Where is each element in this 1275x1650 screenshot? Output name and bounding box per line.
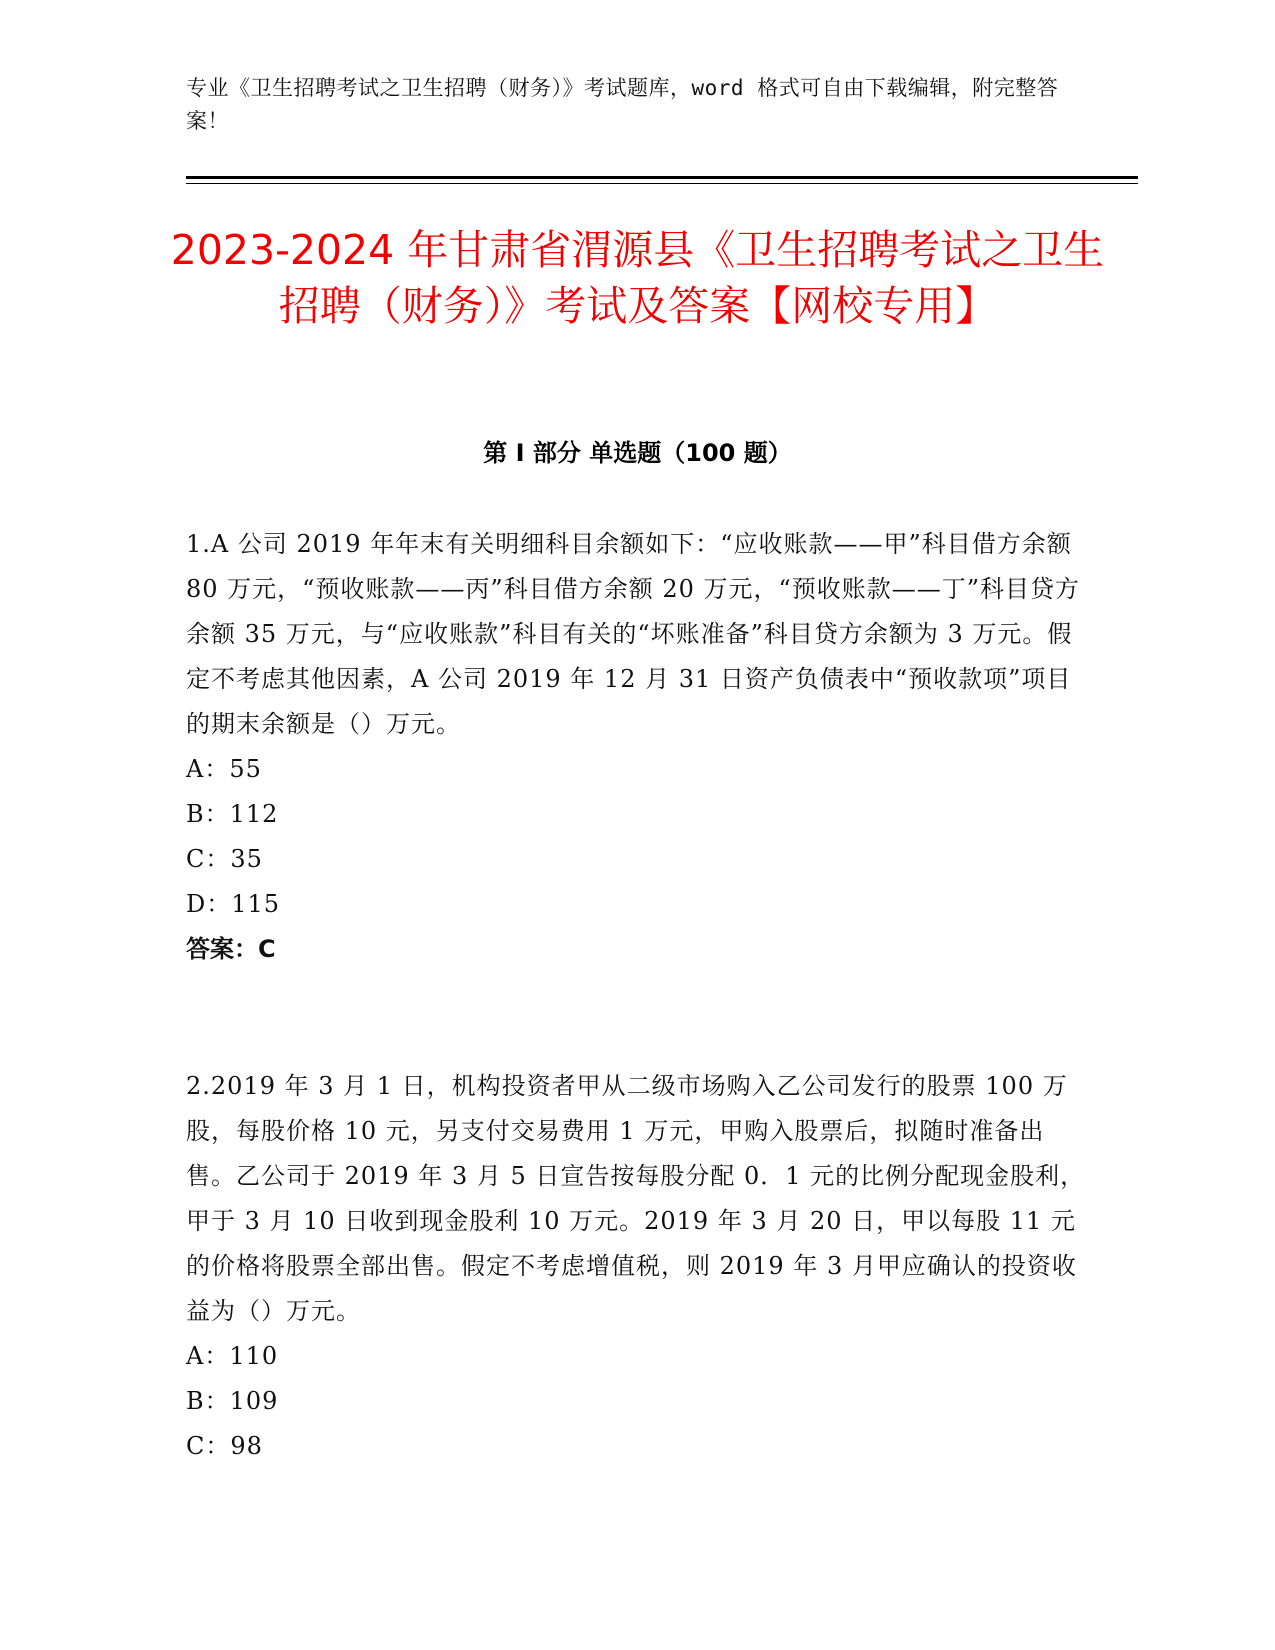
question-1 — [186, 522, 1086, 972]
section-heading: 第 I 部分 单选题（100 题） — [483, 439, 792, 467]
option-a: A：110 — [186, 1342, 279, 1370]
header-divider-thick — [186, 176, 1138, 179]
option-c: C：35 — [186, 845, 263, 873]
header-divider-thin — [186, 183, 1138, 184]
option-a: A：55 — [186, 755, 262, 783]
question-stem: 1.A 公司 2019 年年末有关明细科目余额如下：“应收账款——甲”科目借方余额 80 万元，“预收账款——丙”科目借方余额 20 万元，“预收账款——丁”科目贷方余额 35 万元，与“应收账款”科目有关的“坏账准备”科目贷方余额为 3 万元。假定不考虑其他因素，A 公司 2019 年 12 月 31 日资产负债表中“预收款项”项目的期末余额是（）万元。 — [186, 530, 1081, 738]
question-stem: 2.2019 年 3 月 1 日，机构投资者甲从二级市场购入乙公司发行的股票 100 万股，每股价格 10 元，另支付交易费用 1 万元，甲购入股票后，拟随时准备出售。乙公司于 2019 年 3 月 5 日宣告按每股分配 0．1 元的比例分配现金股利，甲于 3 月 10 日收到现金股利 10 万元。2019 年 3 月 20 日，甲以每股 11 元的价格将股票全部出售。假定不考虑增值税，则 2019 年 3 月甲应确认的投资收益为（）万元。 — [186, 1072, 1086, 1325]
answer-label: 答案：C — [186, 935, 276, 963]
option-d: D：115 — [186, 890, 281, 918]
header-note: 专业《卫生招聘考试之卫生招聘（财务）》考试题库，word 格式可自由下载编辑，附完整答案！ — [186, 76, 1059, 133]
document-title: 2023-2024 年甘肃省渭源县《卫生招聘考试之卫生招聘（财务）》考试及答案【网校专用】 — [170, 226, 1105, 330]
option-c: C：98 — [186, 1432, 263, 1460]
option-b: B：109 — [186, 1387, 279, 1415]
question-2 — [186, 1064, 1086, 1469]
option-b: B：112 — [186, 800, 279, 828]
